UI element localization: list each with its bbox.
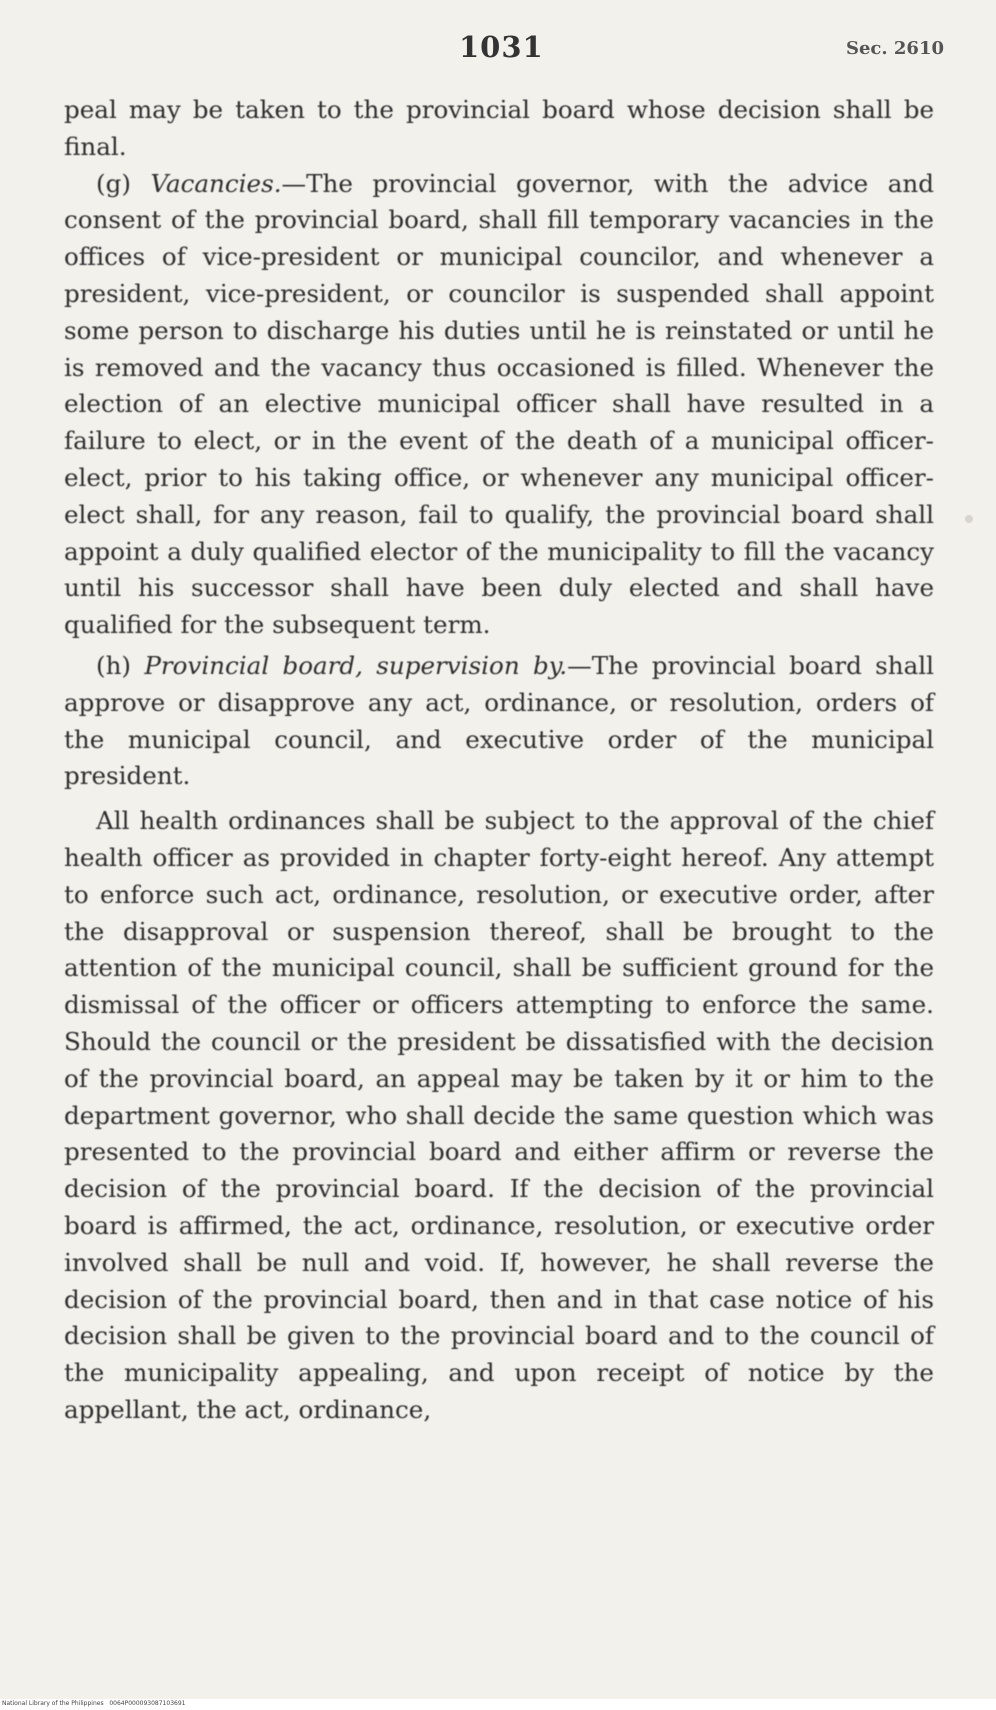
footer-source: National Library of the Philippines — [2, 1700, 104, 1707]
paragraph-vacancies — [64, 166, 934, 644]
subsection-label-h: (h) — [96, 650, 132, 680]
scan-footer — [2, 1700, 185, 1708]
footer-identifier: 0064P000093087103691 — [109, 1700, 186, 1707]
statute-body — [64, 92, 934, 1429]
scan-speck — [965, 515, 973, 523]
paragraph-provincial-board — [64, 648, 934, 795]
subsection-heading-provincial-board: Provincial board, supervision by. — [144, 650, 568, 680]
paragraph-health-ordinances: All health ordinances shall be subject to the approval of the chief health officer as provided in chapter forty-eight hereof. Any attempt to enforce such act, ordinance, resolution, or executive order, after the disapproval or suspension thereof, shall be brought to the attention of the municipal council, shall be sufficient ground for the dismissal of the officer or officers attempting to enforce the same. Should the council or the president be dissatisfied with the decision of the provincial board, an appeal may be taken by it or him to the department governor, who shall decide the same question which was presented to the provincial board and either affirm or reverse the decision of the provincial board. If the decision of the provincial board is affirmed, the act, ordinance, resolution, or executive order involved shall be null and void. If, however, he shall reverse the decision of the provincial board, then and in that case notice of his decision shall be given to the provincial board and to the council of the municipality appealing, and upon receipt of notice by the appellant, the act, ordinance, — [64, 806, 934, 1424]
page-number: 1031 — [459, 30, 544, 64]
subsection-text-provincial-board: —The provincial board shall approve or disapprove any act, ordinance, or resolution, orders of the municipal council, and executive order of the municipal president. — [64, 650, 934, 791]
page-header — [0, 30, 996, 74]
section-reference: Sec. 2610 — [845, 38, 944, 59]
subsection-text-vacancies: —The provincial governor, with the advice and consent of the provincial board, shall fill temporary vacancies in the offices of vice-president or municipal councilor, and whenever a president, vice-president, or councilor is suspended shall appoint some person to discharge his duties until he is reinstated or until he is removed and the vacancy thus occasioned is filled. Whenever the election of an elective municipal officer shall have resulted in a failure to elect, or in the event of the death of a municipal officer-elect, prior to his taking office, or whenever any municipal officer-elect shall, for any reason, fail to qualify, the provincial board shall appoint a duly qualified elector of the municipality to fill the vacancy until his successor shall have been duly elected and shall have qualified for the subsequent term. — [64, 168, 934, 640]
subsection-heading-vacancies: Vacancies. — [150, 168, 282, 198]
paragraph-continuation: peal may be taken to the provincial board whose decision shall be final. — [64, 95, 934, 161]
subsection-label-g: (g) — [96, 168, 131, 198]
